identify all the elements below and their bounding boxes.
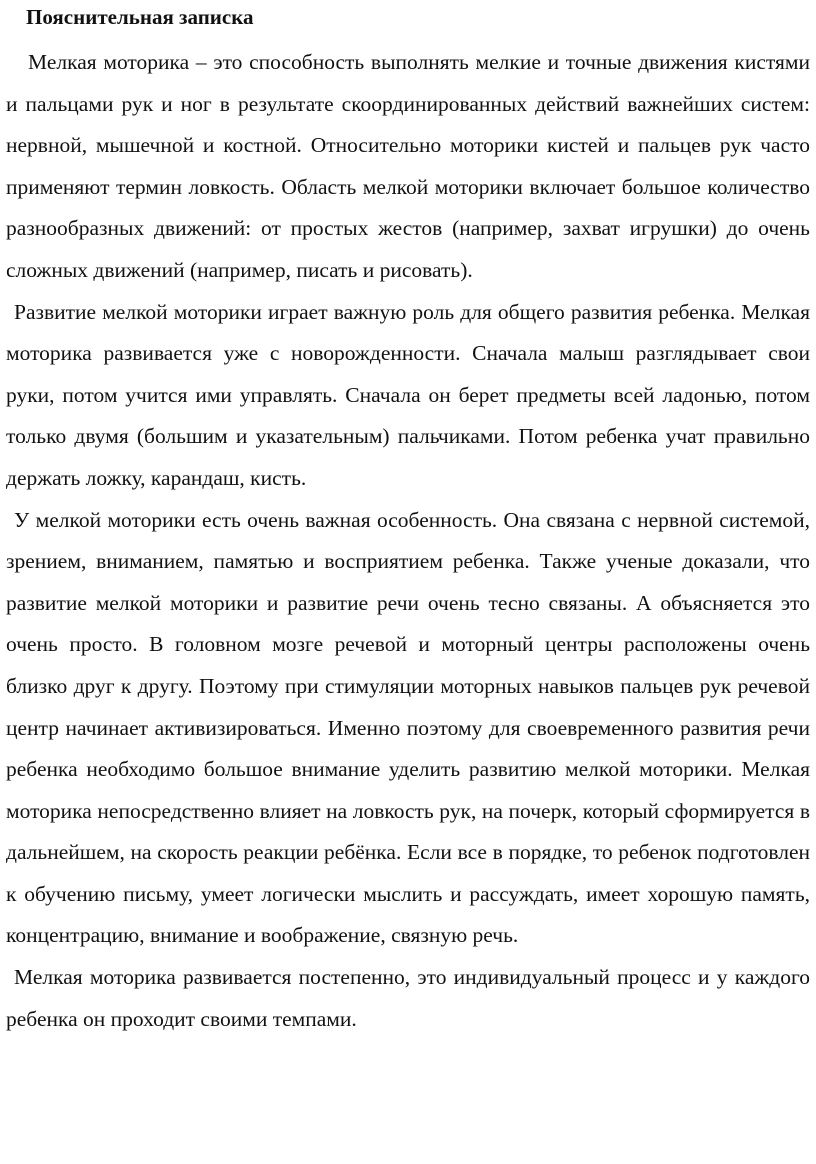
paragraph-2: Развитие мелкой моторики играет важную роль для общего развития ребенка. Мелкая моторика развивается уже с новорожденности. Сначала малыш разглядывает свои руки, потом учится ими управлять. Сначала он берет предметы всей ладонью, потом только двумя (большим и указательным) пальчиками. Потом ребенка учат правильно держать ложку, карандаш, кисть.: [6, 299, 810, 490]
paragraph-3: У мелкой моторики есть очень важная особенность. Она связана с нервной системой, зрением, вниманием, памятью и восприятием ребенка. Также ученые доказали, что развитие мелкой моторики и развитие речи очень тесно связаны. А объясняется это очень просто. В головном мозге речевой и моторный центры расположены очень близко друг к другу. Поэтому при стимуляции моторных навыков пальцев рук речевой центр начинает активизироваться. Именно поэтому для своевременного развития речи ребенка необходимо большое внимание уделить развитию мелкой моторики. Мелкая моторика непосредственно влияет на ловкость рук, на почерк, который сформируется в дальнейшем, на скорость реакции ребёнка. Если все в порядке, то ребенок подготовлен к обучению письму, умеет логически мыслить и рассуждать, имеет хорошую память, концентрацию, внимание и воображение, связную речь.: [6, 507, 810, 948]
paragraph-1: Мелкая моторика – это способность выполнять мелкие и точные движения кистями и пальцами рук и ног в результате скоординированных действий важнейших систем: нервной, мышечной и костной. Относительно моторики кистей и пальцев рук часто применяют термин ловкость. Область мелкой моторики включает большое количество разнообразных движений: от простых жестов (например, захват игрушки) до очень сложных движений (например, писать и рисовать).: [6, 50, 810, 282]
document-title: Пояснительная записка: [26, 5, 254, 29]
paragraph-4: Мелкая моторика развивается постепенно, это индивидуальный процесс и у каждого ребенка он проходит своими темпами.: [6, 965, 810, 1031]
